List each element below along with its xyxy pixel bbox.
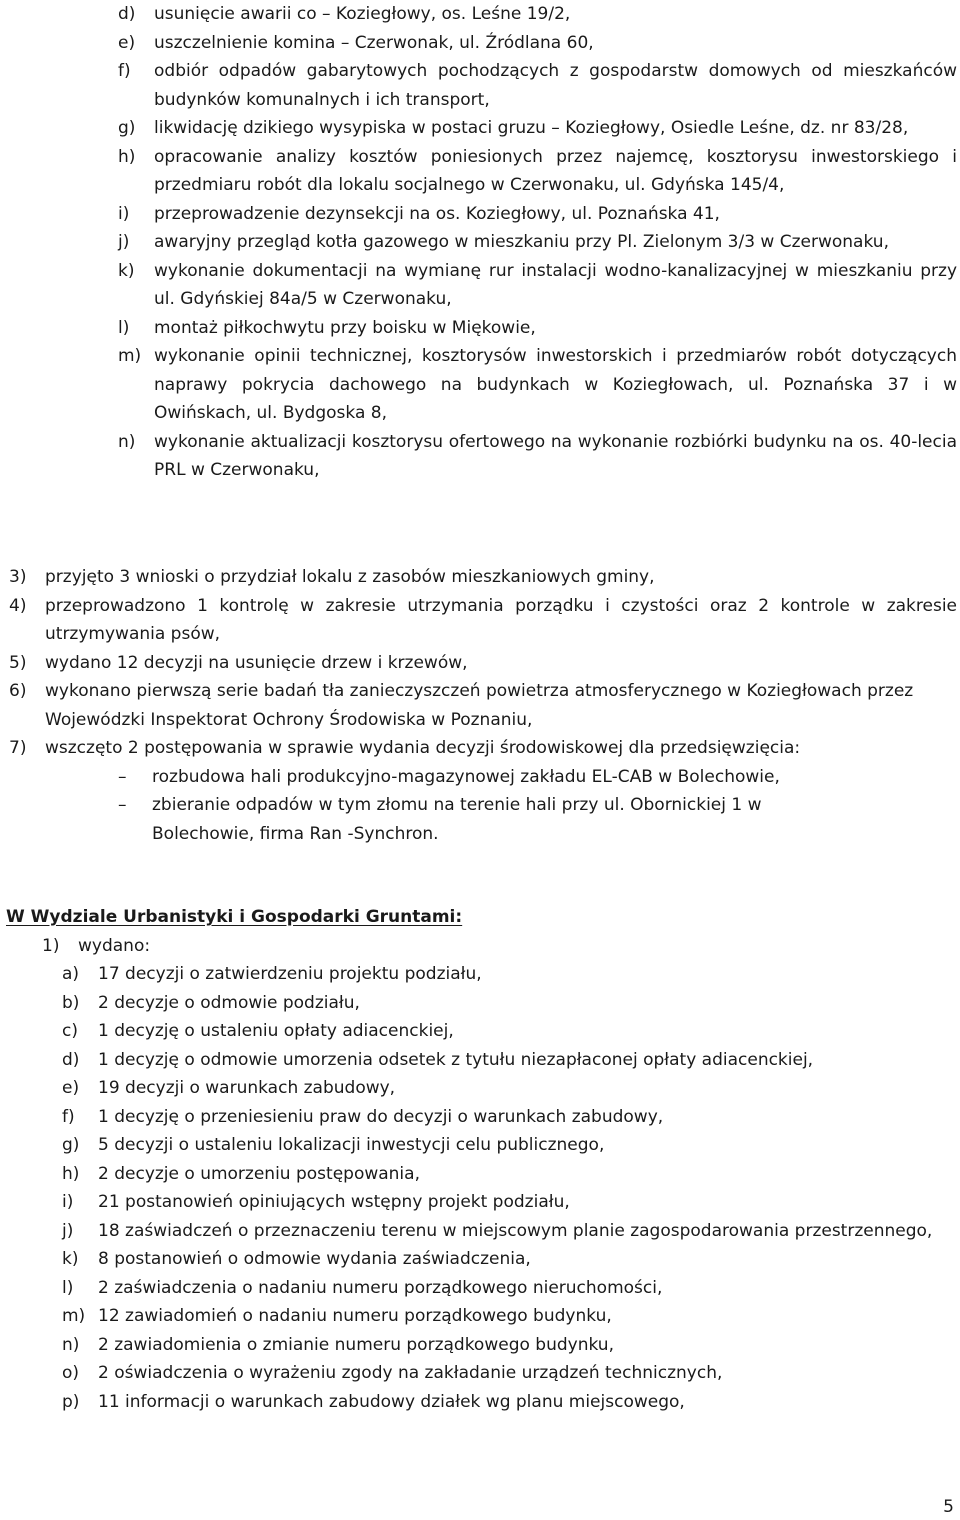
- list-item: [9, 563, 957, 592]
- list-marker: n): [118, 431, 136, 452]
- list-item: [62, 1388, 957, 1417]
- list-item-text: odbiór odpadów gabarytowych pochodzących z gospodarstw domowych od mieszkańców budynków komunalnych i ich transport,: [154, 61, 957, 110]
- list-item: [62, 989, 957, 1018]
- list-marker: p): [62, 1391, 80, 1412]
- list-item-text: 12 zawiadomień o nadaniu numeru porządkowego budynku,: [98, 1306, 612, 1326]
- list-item-text: 1 decyzję o odmowie umorzenia odsetek z tytułu niezapłaconej opłaty adiacenckiej,: [98, 1049, 814, 1070]
- list-item-text: 18 zaświadczeń o przeznaczeniu terenu w miejscowym planie zagospodarowania przestrzennego,: [98, 1220, 933, 1241]
- list-item: [9, 649, 957, 678]
- list-marker: b): [62, 992, 80, 1013]
- list-item: [62, 1131, 957, 1160]
- list-item-text: wydano:: [78, 936, 151, 956]
- list-marker: g): [118, 118, 136, 138]
- list-marker: 1): [42, 936, 60, 956]
- list-marker: i): [118, 203, 130, 224]
- list-item-text: likwidację dzikiego wysypiska w postaci gruzu – Koziegłowy, Osiedle Leśne, dz. nr 83/28,: [154, 118, 909, 138]
- list-item: [118, 257, 957, 314]
- list-item: [62, 1103, 957, 1132]
- list-marker: e): [118, 32, 136, 53]
- list-item: [62, 1160, 957, 1189]
- list-item-text: awaryjny przegląd kotła gazowego w mieszkaniu przy Pl. Zielonym 3/3 w Czerwonaku,: [154, 232, 889, 252]
- list-item: [118, 143, 957, 200]
- list-item: [9, 592, 957, 649]
- list-item: [118, 791, 957, 848]
- list-item: [118, 314, 957, 343]
- list-item-text: 1 decyzję o ustaleniu opłaty adiacenckiej,: [98, 1021, 454, 1041]
- list-item-text: rozbudowa hali produkcyjno-magazynowej zakładu EL-CAB w Bolechowie,: [152, 766, 780, 787]
- list-item-text: 21 postanowień opiniujących wstępny projekt podziału,: [98, 1192, 570, 1212]
- list-marker: g): [62, 1135, 80, 1155]
- list-item: [62, 1046, 957, 1075]
- list-item-text: 19 decyzji o warunkach zabudowy,: [98, 1078, 396, 1098]
- list-marker: l): [118, 317, 130, 338]
- list-item: [118, 763, 957, 792]
- list-item-text: wykonanie dokumentacji na wymianę rur instalacji wodno-kanalizacyjnej w mieszkaniu przy ul. Gdyńskiej 84a/5 w Czerwonaku,: [154, 260, 957, 309]
- list-item-text: zbieranie odpadów w tym złomu na terenie hali przy ul. Obornickiej 1 w Bolechowie, firma Ran -Synchron.: [152, 795, 762, 844]
- list-item: [62, 1074, 957, 1103]
- list-marker: e): [62, 1078, 80, 1098]
- list-item-text: 8 postanowień o odmowie wydania zaświadczenia,: [98, 1249, 531, 1269]
- list-item-text: przeprowadzono 1 kontrolę w zakresie utrzymania porządku i czystości oraz 2 kontrole w zakresie utrzymywania psów,: [45, 595, 957, 644]
- dash-marker: –: [118, 766, 127, 787]
- list-item: [62, 1188, 957, 1217]
- list-marker: j): [62, 1220, 74, 1241]
- list-marker: k): [118, 260, 135, 281]
- list-item: [62, 1302, 957, 1331]
- list-item-text: 11 informacji o warunkach zabudowy działek wg planu miejscowego,: [98, 1391, 685, 1412]
- list-marker: m): [62, 1306, 86, 1326]
- list-item-text: 17 decyzji o zatwierdzeniu projektu podziału,: [98, 964, 482, 984]
- list-item-text: 2 zaświadczenia o nadaniu numeru porządkowego nieruchomości,: [98, 1277, 663, 1298]
- list-marker: 6): [9, 681, 27, 701]
- numbered-list: [9, 563, 957, 848]
- bottom-sublist: [62, 960, 957, 1416]
- list-item-text: usunięcie awarii co – Koziegłowy, os. Leśne 19/2,: [154, 4, 571, 24]
- list-item: [118, 57, 957, 114]
- list-item: [118, 0, 957, 29]
- list-item: [118, 342, 957, 428]
- dash-marker: –: [118, 795, 127, 815]
- page-number: 5: [943, 1497, 954, 1517]
- list-marker: d): [62, 1049, 80, 1070]
- list-marker: m): [118, 346, 142, 366]
- list-item-text: wydano 12 decyzji na usunięcie drzew i krzewów,: [45, 652, 468, 673]
- list-item: [62, 1245, 957, 1274]
- list-item: [118, 200, 957, 229]
- list-item-text: uszczelnienie komina – Czerwonak, ul. Źródlana 60,: [154, 32, 594, 53]
- list-item-text: przeprowadzenie dezynsekcji na os. Koziegłowy, ul. Poznańska 41,: [154, 203, 720, 224]
- list-item: [9, 734, 957, 763]
- list-item-text: wykonano pierwszą serie badań tła zanieczyszczeń powietrza atmosferycznego w Koziegłowach przez Wojewódzki Inspektorat Ochrony Środowiska w Poznaniu,: [45, 681, 914, 730]
- list-item: [62, 1331, 957, 1360]
- list-marker: o): [62, 1363, 80, 1383]
- list-item: [9, 677, 957, 734]
- list-marker: 5): [9, 652, 27, 673]
- list-item: [62, 1017, 957, 1046]
- list-marker: h): [118, 146, 136, 167]
- list-marker: i): [62, 1192, 74, 1212]
- list-item-text: 5 decyzji o ustaleniu lokalizacji inwestycji celu publicznego,: [98, 1135, 605, 1155]
- list-item: [118, 114, 957, 143]
- list-item: [118, 228, 957, 257]
- list-marker: l): [62, 1277, 74, 1298]
- list-item: [62, 960, 957, 989]
- section-heading: W Wydziale Urbanistyki i Gospodarki Gruntami:: [6, 907, 463, 927]
- list-item: [62, 1217, 957, 1246]
- list-item-text: przyjęto 3 wnioski o przydział lokalu z zasobów mieszkaniowych gminy,: [45, 567, 655, 587]
- list-item: [62, 1359, 957, 1388]
- list-item: [62, 1274, 957, 1303]
- list-marker: j): [118, 232, 130, 252]
- list-marker: n): [62, 1334, 80, 1355]
- list-marker: h): [62, 1163, 80, 1184]
- list-marker: 7): [9, 738, 27, 758]
- dash-list: [9, 763, 957, 849]
- list-marker: f): [118, 61, 131, 81]
- list-item: [42, 932, 957, 961]
- list-item-text: 2 oświadczenia o wyrażeniu zgody na zakładanie urządzeń technicznych,: [98, 1363, 723, 1383]
- list-item-text: montaż piłkochwytu przy boisku w Miękowie,: [154, 317, 536, 338]
- list-marker: c): [62, 1021, 78, 1041]
- top-sublist: [118, 0, 957, 485]
- list-item-text: wykonanie opinii technicznej, kosztorysów inwestorskich i przedmiarów robót dotyczących naprawy pokrycia dachowego na budynkach w Koziegłowach, ul. Poznańska 37 i w Owińskach, ul. Bydgoska 8,: [154, 346, 957, 423]
- list-item-text: 1 decyzję o przeniesieniu praw do decyzji o warunkach zabudowy,: [98, 1106, 664, 1127]
- list-item: [118, 428, 957, 485]
- list-item: [118, 29, 957, 58]
- list-marker: 4): [9, 595, 27, 616]
- section-list: [42, 932, 957, 961]
- list-item-text: 2 zawiadomienia o zmianie numeru porządkowego budynku,: [98, 1334, 614, 1355]
- list-item-text: wszczęto 2 postępowania w sprawie wydania decyzji środowiskowej dla przedsięwzięcia:: [45, 738, 801, 758]
- list-marker: d): [118, 4, 136, 24]
- list-marker: k): [62, 1249, 79, 1269]
- list-item-text: 2 decyzje o odmowie podziału,: [98, 992, 360, 1013]
- list-item-text: 2 decyzje o umorzeniu postępowania,: [98, 1163, 420, 1184]
- list-item-text: opracowanie analizy kosztów poniesionych przez najemcę, kosztorysu inwestorskiego i przedmiaru robót dla lokalu socjalnego w Czerwonaku, ul. Gdyńska 145/4,: [154, 146, 957, 195]
- list-marker: f): [62, 1106, 75, 1127]
- list-marker: a): [62, 964, 80, 984]
- list-item-text: wykonanie aktualizacji kosztorysu ofertowego na wykonanie rozbiórki budynku na os. 40-lecia PRL w Czerwonaku,: [154, 431, 957, 480]
- list-marker: 3): [9, 567, 27, 587]
